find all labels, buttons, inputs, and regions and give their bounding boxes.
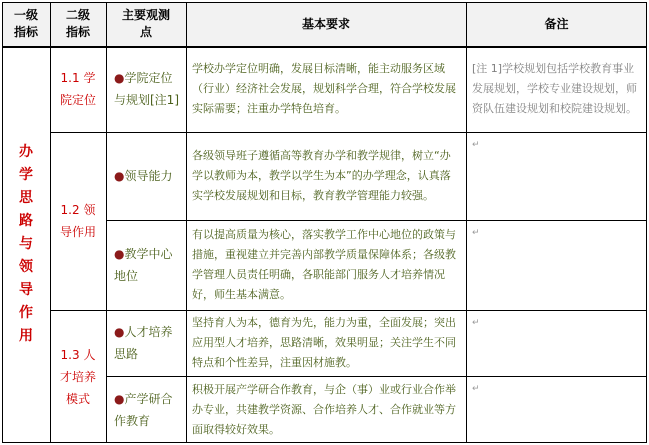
header-level2 <box>50 2 106 46</box>
observation-label-1: 学院定位与规划[注1] <box>114 71 179 107</box>
observation-cell-3 <box>106 220 186 310</box>
level1-label: 办学思路与领导作用 <box>19 144 33 344</box>
row-divider <box>106 376 647 377</box>
table-border-left <box>2 2 3 443</box>
header-divider <box>2 46 647 48</box>
return-mark-icon: ↵ <box>472 140 480 150</box>
requirement-text-4: 坚持育人为本，德育为先，能力为重，全面发展；突出应用型人才培养，思路清晰，效果明显；关注学生不同特点和个性差异，注重因材施教。 <box>192 316 456 369</box>
observation-cell-1 <box>106 46 186 132</box>
requirement-cell-2 <box>186 132 466 220</box>
note-text-1: [注 1]学校规划包括学校教育事业发展规划，学校专业建设规划，师资队伍建设规划和校院建设规划。 <box>472 62 637 115</box>
observation-cell-4 <box>106 310 186 376</box>
observation-cell-2 <box>106 132 186 220</box>
observation-label-4: 人才培养思路 <box>114 325 173 361</box>
return-mark-icon: ↵ <box>472 318 480 328</box>
bullet-icon: ● <box>114 247 125 261</box>
row-divider <box>50 310 647 311</box>
level2-label-3: 1.3 人才培养模式 <box>59 347 96 406</box>
level2-cell-2 <box>50 132 106 310</box>
bullet-icon: ● <box>114 169 125 183</box>
observation-label-2: 领导能力 <box>124 169 173 183</box>
bullet-icon: ● <box>114 391 125 406</box>
header-requirement <box>186 2 466 46</box>
requirement-cell-5 <box>186 376 466 443</box>
return-mark-icon: ↵ <box>472 228 480 238</box>
row-divider <box>50 132 647 133</box>
column-divider <box>106 2 107 443</box>
requirement-text-3: 有以提高质量为核心，落实教学工作中心地位的政策与措施，重视建立并完善内部教学质量保障体系；各级教学管理人员责任明确，各职能部门服务人才培养情况好，师生基本满意。 <box>192 228 456 301</box>
level2-cell-1 <box>50 46 106 132</box>
header-observation <box>106 2 186 46</box>
bullet-icon: ● <box>114 325 125 339</box>
header-requirement-label: 基本要求 <box>301 16 350 31</box>
table-border-right <box>646 2 647 443</box>
requirement-cell-3 <box>186 220 466 310</box>
requirement-cell-4 <box>186 310 466 376</box>
observation-label-5: 产学研合作教育 <box>114 391 173 428</box>
requirement-text-1: 学校办学定位明确，发展目标清晰，能主动服务区域（行业）经济社会发展，规划科学合理，符合学校发展实际需要；注重办学特色培育。 <box>192 62 456 115</box>
column-divider <box>50 2 51 443</box>
header-note <box>466 2 647 46</box>
requirement-text-5: 积极开展产学研合作教育，与企（事）业或行业合作举办专业，共建教学资源、合作培养人才、合作就业等方面取得较好效果。 <box>192 382 456 436</box>
header-level1-label: 一级指标 <box>13 8 38 39</box>
header-level2-label: 二级指标 <box>65 8 90 39</box>
note-cell-1 <box>466 46 647 132</box>
note-cell-5 <box>466 376 647 443</box>
note-cell-2 <box>466 132 647 220</box>
requirement-cell-1 <box>186 46 466 132</box>
requirement-text-2: 各级领导班子遵循高等教育办学和教学规律，树立“办学以教师为本，教学以学生为本”的办学理念，认真落实学校发展规划和目标，教育教学管理能力较强。 <box>192 149 451 202</box>
note-cell-4 <box>466 310 647 376</box>
return-mark-icon: ↵ <box>472 384 480 394</box>
table-border-top <box>2 2 647 3</box>
level2-label-1: 1.1 学院定位 <box>59 71 96 107</box>
table-border-bottom <box>2 442 647 443</box>
note-cell-3 <box>466 220 647 310</box>
observation-cell-5 <box>106 376 186 443</box>
observation-label-3: 教学中心地位 <box>114 247 173 283</box>
level2-label-2: 1.2 领导作用 <box>59 203 96 239</box>
header-note-label: 备注 <box>544 16 569 31</box>
row-divider <box>106 220 647 221</box>
level2-cell-3 <box>50 310 106 443</box>
column-divider <box>466 2 467 443</box>
header-observation-label: 主要观测点 <box>121 8 170 39</box>
column-divider <box>186 2 187 443</box>
level1-cell <box>2 46 50 443</box>
bullet-icon: ● <box>114 71 125 85</box>
header-level1 <box>2 2 50 46</box>
